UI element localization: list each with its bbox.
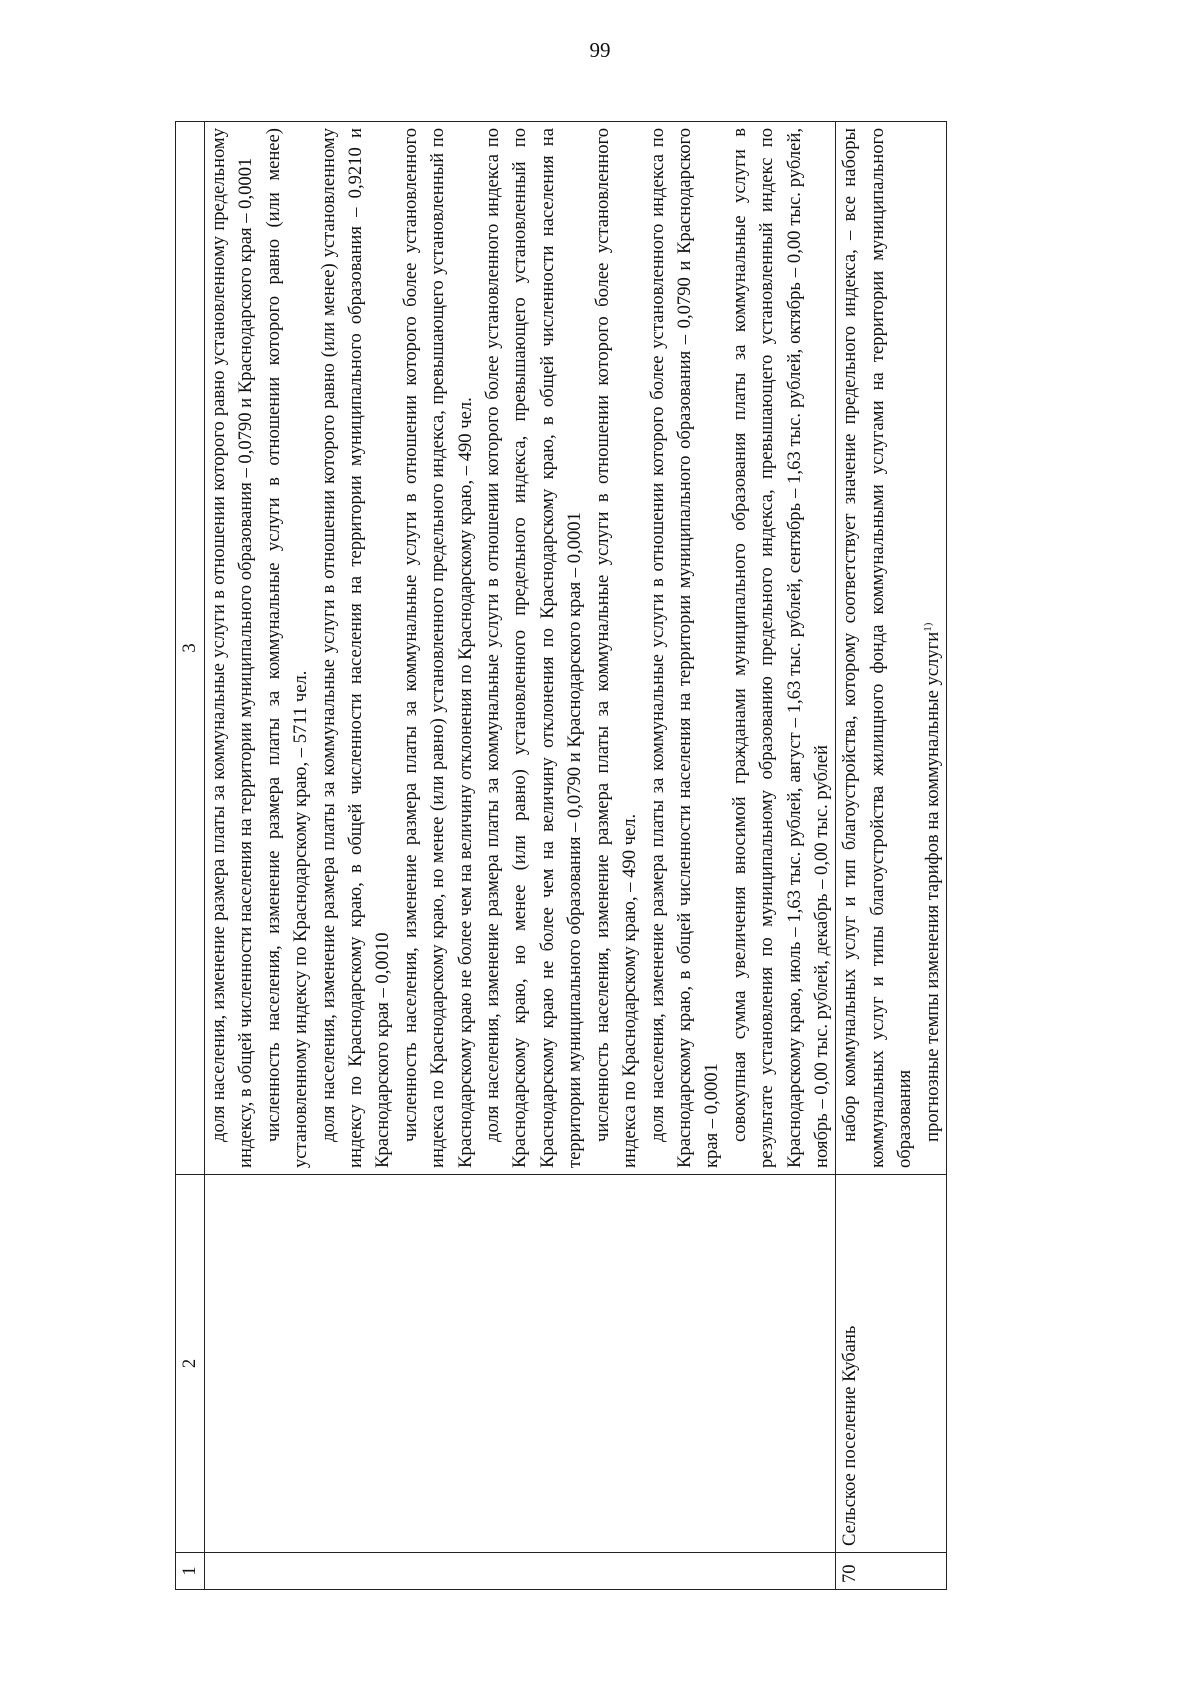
table-header-row <box>176 122 205 1590</box>
desc-paragraph: доля населения, изменение размера платы за коммунальные услуги в отношении которого более установленного индекса по Краснодарскому краю, но менее (или равно) установленного предельного индекса, превышающего установленный по Краснодарскому краю не более чем на величину отклонения по Краснодарскому краю, в общей численности населения на территории муниципального образования – 0,0790 и Краснодарского края – 0,0001 <box>482 128 586 1168</box>
desc-paragraph: доля населения, изменение размера платы за коммунальные услуги в отношении которого более установленного индекса по Краснодарскому краю, в общей численности населения на территории муниципального образования – 0,0790 и Краснодарского края – 0,0001 <box>646 128 723 1168</box>
header-col-2: 2 <box>176 1175 205 1553</box>
desc-text: прогнозные темпы изменения тарифов на коммунальные услуги <box>921 631 943 1142</box>
data-table <box>175 121 947 1590</box>
table-rotated-wrapper <box>175 122 1055 1590</box>
row-description-cell <box>205 122 836 1175</box>
desc-paragraph: совокупная сумма увеличения вносимой гражданами муниципального образования платы за коммунальные услуги в результате установления по муниципальному образованию предельного индекса, превышающего установленный индекс по Краснодарскому краю, июль – 1,63 тыс. рублей, август – 1,63 тыс. рублей, сентябрь – 1,63 тыс. рублей, октябрь – 0,00 тыс. рублей, ноябрь – 0,00 тыс. рублей, декабрь – 0,00 тыс. рублей <box>728 128 832 1168</box>
row-number-cell <box>205 1553 836 1590</box>
table-row-continuation <box>205 122 836 1590</box>
row-number-cell: 70 <box>836 1553 947 1590</box>
desc-paragraph: численность населения, изменение размера платы за коммунальные услуги в отношении которого более установленного индекса по Краснодарскому краю, – 490 чел. <box>591 128 641 1168</box>
table-rotated-inner <box>175 122 1055 1590</box>
header-col-1: 1 <box>176 1553 205 1590</box>
desc-paragraph: численность населения, изменение размера платы за коммунальные услуги в отношении которого равно (или менее) установленному индексу по Краснодарскому краю, – 5711 чел. <box>262 128 312 1168</box>
desc-paragraph: численность населения, изменение размера платы за коммунальные услуги в отношении которого более установленного индекса по Краснодарскому краю, но менее (или равно) установленного предельного индекса, превышающего установленный по Краснодарскому краю не более чем на величину отклонения по Краснодарскому краю, – 490 чел. <box>399 128 476 1168</box>
desc-paragraph <box>919 128 946 1168</box>
desc-paragraph: набор коммунальных услуг и тип благоустройства, которому соответствует значение предельного индекса, – все наборы коммунальных услуг и типы благоустройства жилищного фонда коммунальными услугами на территории муниципального образования <box>839 128 916 1168</box>
row-name-cell <box>205 1175 836 1553</box>
row-description-cell <box>836 122 947 1175</box>
table-row-70 <box>836 122 947 1590</box>
desc-paragraph: доля населения, изменение размера платы за коммунальные услуги в отношении которого равно установленному предельному индексу, в общей численности населения на территории муниципального образования – 0,0790 и Краснодарского края – 0,0001 <box>208 128 257 1168</box>
header-col-3: 3 <box>176 122 205 1175</box>
footnote-mark: 1) <box>921 622 934 632</box>
desc-paragraph: доля населения, изменение размера платы за коммунальные услуги в отношении которого равно (или менее) установленному индексу по Краснодарскому краю, в общей численности населения на территории муниципального образования – 0,9210 и Краснодарского края – 0,0010 <box>317 128 394 1168</box>
row-name-cell: Сельское поселение Кубань <box>836 1175 947 1553</box>
page-number: 99 <box>589 38 611 62</box>
